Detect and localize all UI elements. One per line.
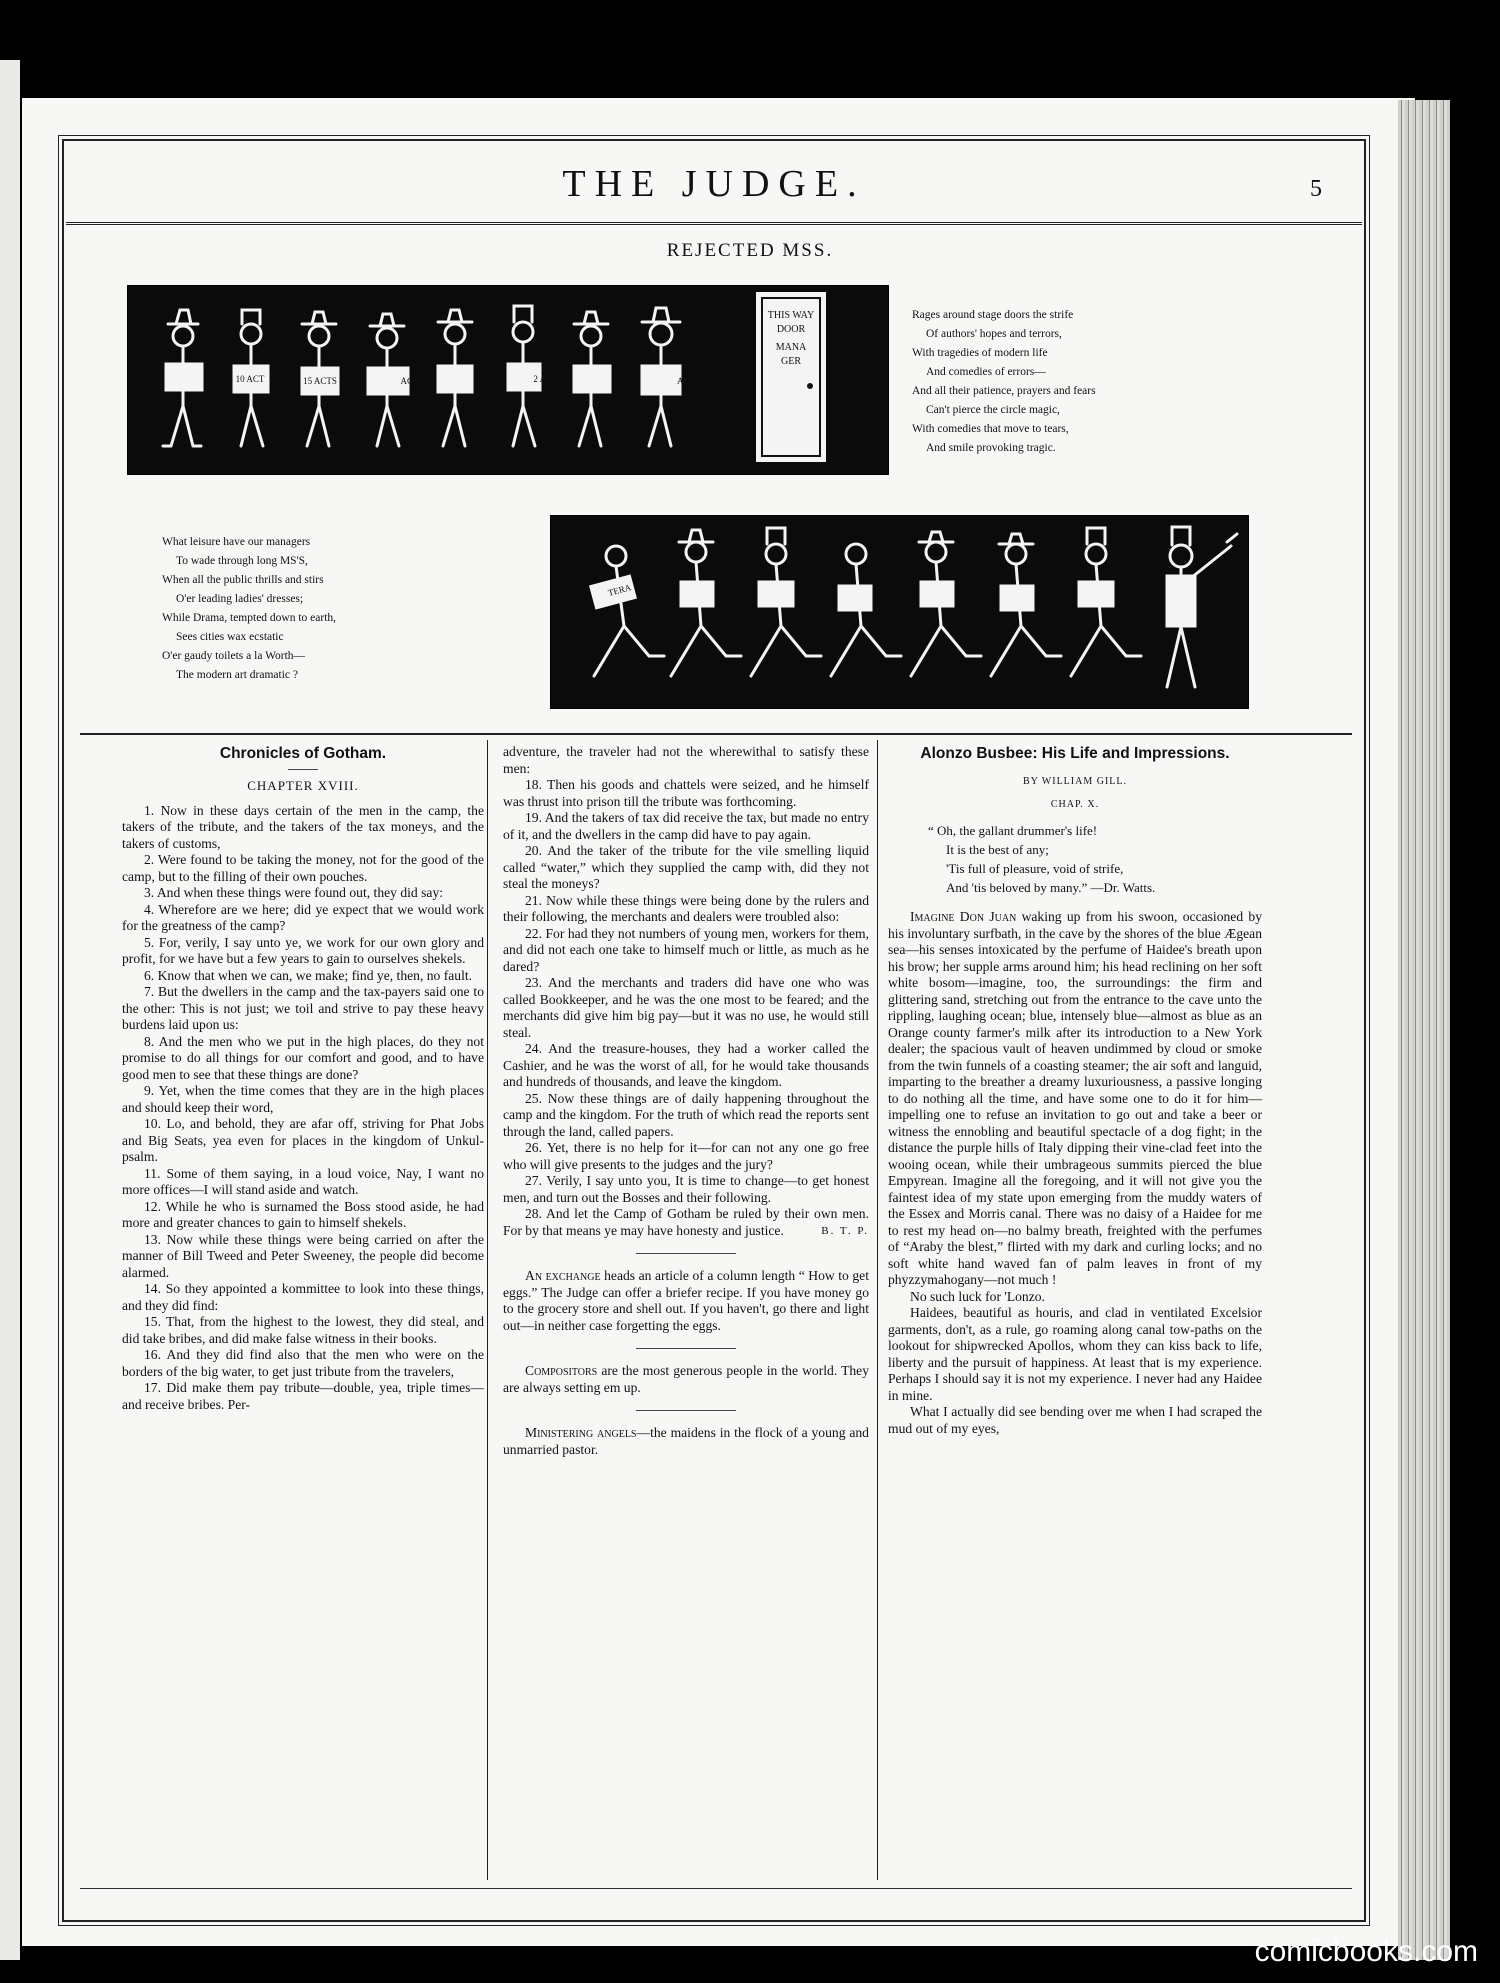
epigraph-line: It is the best of any; bbox=[946, 842, 1049, 857]
paragraph: 26. Yet, there is no help for it—for can not any one go free who will give presents to the judges and the jury? bbox=[503, 1140, 869, 1172]
watermark: comicbooks.com bbox=[1254, 1935, 1478, 1968]
paragraph: 13. Now while these things were being carried on after the manner of Bill Tweed and Peter Sweeney, the people did become alarmed. bbox=[122, 1231, 484, 1280]
paragraph: 22. For had they not numbers of young men, workers for them, and did not each one take to himself much or little, as much as he dared? bbox=[503, 925, 869, 974]
paragraph: 14. So they appointed a kommittee to look into these things, and they did find: bbox=[122, 1281, 484, 1313]
paragraph: 19. And the takers of tax did receive the tax, but made no entry of it, and the dwellers in the camp did have to pay again. bbox=[503, 810, 869, 842]
angels-text: —the maidens in the flock of a young and unmarried pastor. bbox=[503, 1425, 869, 1457]
poem-left bbox=[162, 533, 336, 685]
figure-label-2: 15 ACTS bbox=[303, 376, 337, 386]
paragraph: 21. Now while these things were being done by the rulers and their following, the merchants and dealers were troubled also: bbox=[503, 892, 869, 924]
angels-lead: Ministering angels bbox=[525, 1425, 637, 1440]
signature: B. T. P. bbox=[821, 1224, 869, 1237]
figure-label-1: 10 ACT bbox=[235, 374, 265, 384]
paragraph: 8. And the men who we put in the high places, do they not promise to do all things for our comfort and good, and to have good men to see that these things are done? bbox=[122, 1033, 484, 1082]
poem-left-line: Sees cities wax ecstatic bbox=[176, 631, 284, 643]
paragraph: 20. And the taker of the tribute for the vile smelling liquid called “water,” which they supplied the camp with, did they not steal the moneys? bbox=[503, 843, 869, 891]
paragraph: 3. And when these things were found out, they did say: bbox=[144, 885, 444, 900]
paragraph-final bbox=[503, 1206, 869, 1239]
paragraph: 4. Wherefore are we here; did ye expect that we would work for the greatness of the camp? bbox=[122, 901, 484, 933]
poem-left-line: O'er leading ladies' dresses; bbox=[176, 593, 304, 605]
poem-left-line: To wade through long MS'S, bbox=[176, 555, 308, 567]
lead-in: Imagine Don Juan bbox=[910, 909, 1017, 924]
cartoon-bottom-illustration bbox=[551, 516, 1248, 708]
paragraph: 16. And they did find also that the men who were on the borders of the big water, to get just tribute from the travelers, bbox=[122, 1347, 484, 1379]
paragraph-final-text: 28. And let the Camp of Gotham be ruled by their own men. For by that means ye may have honesty and justice. bbox=[503, 1206, 869, 1238]
byline: BY WILLIAM GILL. bbox=[1022, 776, 1128, 787]
poem-left-line: When all the public thrills and stirs bbox=[162, 574, 324, 586]
poem-right-line: Of authors' hopes and terrors, bbox=[926, 328, 1062, 340]
chapter-heading: CHAPTER XVIII. bbox=[247, 778, 359, 793]
eggs-lead: An exchange bbox=[525, 1268, 601, 1283]
compositors-lead: Compositors bbox=[525, 1363, 598, 1378]
poem-right-line: With tragedies of modern life bbox=[912, 347, 1048, 359]
column-chronicles bbox=[122, 744, 484, 1413]
paragraph: 9. Yet, when the time comes that they are in the high places and should keep their word, bbox=[122, 1083, 484, 1115]
column-divider-2 bbox=[877, 740, 878, 1880]
poem-right bbox=[912, 306, 1096, 458]
poem-right-line: And comedies of errors— bbox=[926, 366, 1046, 378]
paragraph: Haidees, beautiful as houris, and clad in ventilated Excelsior garments, don't, as a rule, go roaming along canal tow-paths on the lookout for shipwrecked Apollos, whom they can kiss back to life, liberty and the pursuit of happiness. At least that is my experience. Perhaps I should say it is not my experience. I never had any Haidee in mine. bbox=[888, 1305, 1262, 1403]
cartoon-top-illustration bbox=[128, 286, 888, 474]
masthead bbox=[66, 140, 1362, 225]
item-divider bbox=[636, 1348, 736, 1349]
poem-left-line: O'er gaudy toilets a la Worth— bbox=[162, 650, 306, 662]
book-spine bbox=[1398, 100, 1450, 1960]
poem-right-line: And all their patience, prayers and fears bbox=[912, 385, 1096, 397]
masthead-title: THE JUDGE. bbox=[562, 163, 866, 205]
column-divider-1 bbox=[487, 740, 488, 1880]
paragraph bbox=[888, 909, 1262, 1289]
paragraph: 25. Now these things are of daily happening throughout the camp and the kingdom. For the truth of which read the reports sent through the land, called papers. bbox=[503, 1090, 869, 1139]
poem-right-line: Can't pierce the circle magic, bbox=[926, 404, 1060, 416]
poem-left-line: While Drama, tempted down to earth, bbox=[162, 612, 337, 624]
paragraph: 24. And the treasure-houses, they had a worker called the Cashier, and he was the worst of all, for he would take thousands and hundreds of thousands, and leave the kingdom. bbox=[503, 1041, 869, 1089]
epigraph-line: “ Oh, the gallant drummer's life! bbox=[928, 823, 1098, 838]
compositors-text: are the most generous people in the world. They are always setting em up. bbox=[503, 1363, 869, 1395]
paragraph: What I actually did see bending over me when I had scraped the mud out of my eyes, bbox=[888, 1404, 1262, 1436]
paragraph: 12. While he who is surnamed the Boss stood aside, he had more and greater chances to gain to himself shekels. bbox=[122, 1198, 484, 1230]
page-number: 5 bbox=[1310, 176, 1322, 202]
paragraph: 17. Did make them pay tribute—double, yea, triple times—and receive bribes. Per- bbox=[122, 1380, 484, 1412]
paragraph: 6. Know that when we can, we make; find ye, then, no fault. bbox=[144, 967, 473, 983]
epigraph-line: 'Tis full of pleasure, void of strife, bbox=[946, 861, 1124, 876]
paragraph: 11. Some of them saying, in a loud voice, Nay, I want no more offices—I will stand aside and watch. bbox=[122, 1165, 484, 1197]
bottom-rule bbox=[80, 1888, 1352, 1889]
door-sign-line-3: MANA bbox=[775, 342, 807, 353]
figure-label-3: ACTS bbox=[400, 376, 424, 386]
poem-left-line: The modern art dramatic ? bbox=[176, 669, 298, 681]
epigraph-line: And 'tis beloved by many.” —Dr. Watts. bbox=[946, 880, 1156, 895]
paragraph: 27. Verily, I say unto you, It is time to change—to get honest men, and turn out the Bosses and their following. bbox=[503, 1173, 869, 1205]
paragraph-text: waking up from his swoon, occasioned by his involuntary surfbath, in the cave by the shores of the blue Ægean sea—his senses intoxicated by the perfume of Haidee's breath upon his brow; her supple arms around him; his head reclining on her soft white bosom—imagine, too, the surroundings: the firm and glittering sand, stretching out from the entrance to the cave unto the rippling, laughing ocean; blue, intensely blue—almost as blue as an Orange county farmer's milk after its introduction to a New York dealer; the spacious vault of heaven undimmed by cloud or smoke from the twin funnels of a coasting steamer; the air soft and languid, imparting to the breather a dreamy luxuriousness, a passive longing to do nothing all the time, and have some one to do it for him—impelling one to refuse an invitation to go out and take a beer or witness the ennobling and beautiful spectacle of a dog fight; in the distance the purple hills of Italy dipping their vine-clad feet into the wooing ocean, while their umbrageous summits pierced the blue Empyrean. Imagine all the foregoing, and it will not give you the faintest idea of my state upon emerging from the muddy waters of the Essex and Morris canal. There was no daisy of a Haidee for me to rest my head on—no balmy breath, freighted with the perfumes of “Araby the blest,” flirted with my dark and curling locks; and no soft white hand waved fan of palm leaves in front of my phyzzymahogany—not much ! bbox=[888, 909, 1262, 1287]
poem-right-line: Rages around stage doors the strife bbox=[912, 309, 1074, 321]
item-divider bbox=[636, 1253, 736, 1254]
poem-right-line: And smile provoking tragic. bbox=[926, 442, 1056, 454]
paragraph: No such luck for 'Lonzo. bbox=[910, 1288, 1045, 1304]
figure-label-tera: TERA bbox=[606, 582, 633, 598]
paragraph: 2. Were found to be taking the money, not for the good of the camp, but to the filling of their own pouches. bbox=[122, 852, 484, 884]
compositors-item bbox=[503, 1363, 869, 1396]
figure-label-4: 2 ACTS bbox=[533, 374, 563, 384]
section-title: REJECTED MSS. bbox=[666, 240, 834, 261]
poem-left-line: What leisure have our managers bbox=[162, 536, 311, 548]
paragraph: 10. Lo, and behold, they are afar off, striving for Phat Jobs and Big Seats, yea even for places in the kingdom of Unkul-psalm. bbox=[122, 1116, 484, 1164]
section-divider bbox=[80, 733, 1352, 735]
paragraph: 1. Now in these days certain of the men in the camp, the takers of the tribute, and the takers of the tax moneys, and the takers of customs, bbox=[122, 802, 484, 851]
poem-right-line: With comedies that move to tears, bbox=[912, 423, 1069, 435]
paragraph: 5. For, verily, I say unto ye, we work for our own glory and profit, for we have but a few years to gain to ourselves shekels. bbox=[122, 934, 484, 966]
paragraph: 7. But the dwellers in the camp and the tax-payers said one to the other: This is not just; we toil and strive to pay these heavy burdens laid upon us: bbox=[122, 984, 484, 1032]
column-chronicles-continued bbox=[503, 744, 869, 1458]
item-divider bbox=[636, 1410, 736, 1411]
column-alonzo bbox=[888, 744, 1262, 1437]
door-sign-line-2: DOOR bbox=[776, 324, 806, 335]
article-title-alonzo: Alonzo Busbee: His Life and Impressions. bbox=[920, 745, 1230, 762]
epigraph bbox=[928, 821, 1262, 897]
chapter-heading: CHAP. X. bbox=[1050, 798, 1100, 810]
paragraph: 15. That, from the highest to the lowest, they did steal, and did take bribes, and did make false witness in their books. bbox=[122, 1314, 484, 1346]
figure-label-5: ACT bbox=[677, 376, 695, 386]
angels-item bbox=[503, 1425, 869, 1458]
paragraph: 23. And the merchants and traders did have one who was called Bookkeeper, and he was the one most to be feared; and the merchants did give him big pay—but it was no use, he would still steal. bbox=[503, 975, 869, 1040]
eggs-text: heads an article of a column length “ How to get eggs.” The Judge can offer a briefer recipe. If you have money go to the grocery store and shell out. If you haven't, go there and light out—in neither case forgetting the eggs. bbox=[503, 1268, 869, 1333]
cartoon-bottom bbox=[550, 515, 1249, 709]
paragraph: adventure, the traveler had not the wherewithal to satisfy these men: bbox=[503, 744, 869, 776]
title-rule bbox=[288, 769, 318, 770]
article-title-chronicles: Chronicles of Gotham. bbox=[219, 745, 387, 762]
paragraph: 18. Then his goods and chattels were seized, and he himself was thrust into prison till the tribute was forthcoming. bbox=[503, 777, 869, 809]
door-sign-line-1: THIS WAY bbox=[767, 310, 815, 321]
door-sign-line-4: GER bbox=[781, 356, 801, 367]
cartoon-top bbox=[127, 285, 889, 475]
left-page-edge bbox=[0, 60, 20, 1960]
eggs-item bbox=[503, 1268, 869, 1334]
